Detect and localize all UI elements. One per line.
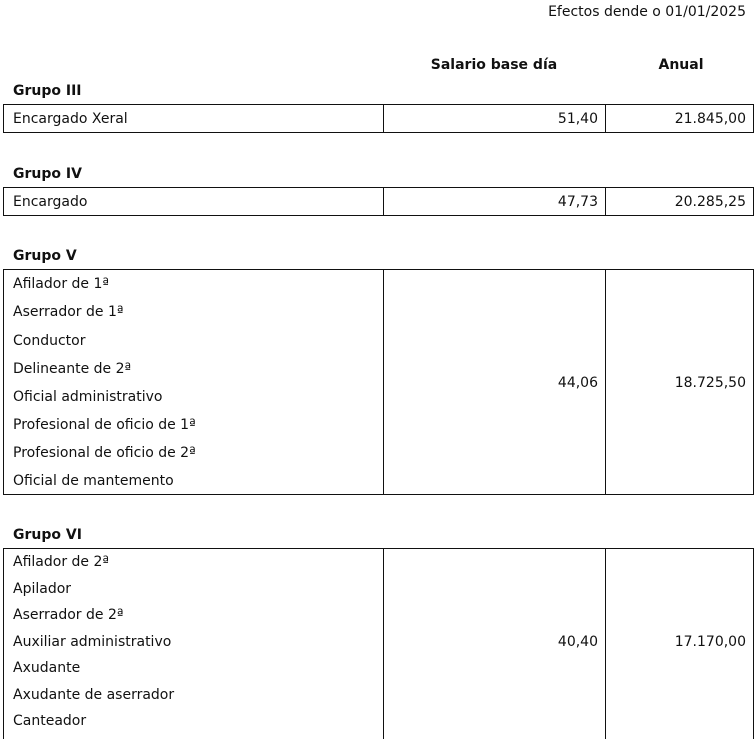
category-name: Profesional de oficio de 1ª (13, 417, 196, 433)
category-name: Delineante de 2ª (13, 361, 132, 377)
category-name: Encargado Xeral (13, 111, 128, 127)
group-title: Grupo VI (13, 527, 82, 543)
column-divider (383, 549, 384, 739)
category-name: Afilador de 2ª (13, 554, 109, 570)
group-table (3, 187, 754, 216)
category-name: Apilador (13, 581, 72, 597)
category-name: Axudante de aserrador (13, 687, 175, 703)
salario-value: 51,40 (557, 111, 598, 127)
category-name: Auxiliar administrativo (13, 634, 172, 650)
group-table (3, 269, 754, 495)
column-divider (605, 549, 606, 739)
group-table (3, 548, 754, 739)
column-divider (383, 270, 384, 494)
salario-value: 44,06 (557, 375, 598, 391)
anual-value: 17.170,00 (674, 634, 746, 650)
category-name: Conductor (13, 333, 86, 349)
category-name: Encargado (13, 194, 88, 210)
anual-value: 20.285,25 (674, 194, 746, 210)
header-salario-base-dia: Salario base día (430, 57, 558, 73)
category-name: Aserrador de 1ª (13, 304, 124, 320)
category-name: Axudante (13, 660, 81, 676)
salario-value: 40,40 (557, 634, 598, 650)
anual-value: 21.845,00 (674, 111, 746, 127)
group-title: Grupo V (13, 248, 77, 264)
group-table (3, 104, 754, 133)
effects-date: Efectos dende o 01/01/2025 (548, 4, 746, 20)
category-name: Afilador de 1ª (13, 276, 109, 292)
group-title: Grupo IV (13, 166, 82, 182)
salario-value: 47,73 (557, 194, 598, 210)
category-name: Oficial de mantemento (13, 473, 174, 489)
category-name: Aserrador de 2ª (13, 607, 124, 623)
column-divider (383, 105, 384, 132)
column-divider (605, 188, 606, 215)
column-divider (605, 270, 606, 494)
category-name: Oficial administrativo (13, 389, 163, 405)
column-divider (383, 188, 384, 215)
column-divider (605, 105, 606, 132)
category-name: Canteador (13, 713, 87, 729)
header-anual: Anual (658, 57, 704, 73)
group-title: Grupo III (13, 83, 82, 99)
anual-value: 18.725,50 (674, 375, 746, 391)
category-name: Profesional de oficio de 2ª (13, 445, 196, 461)
